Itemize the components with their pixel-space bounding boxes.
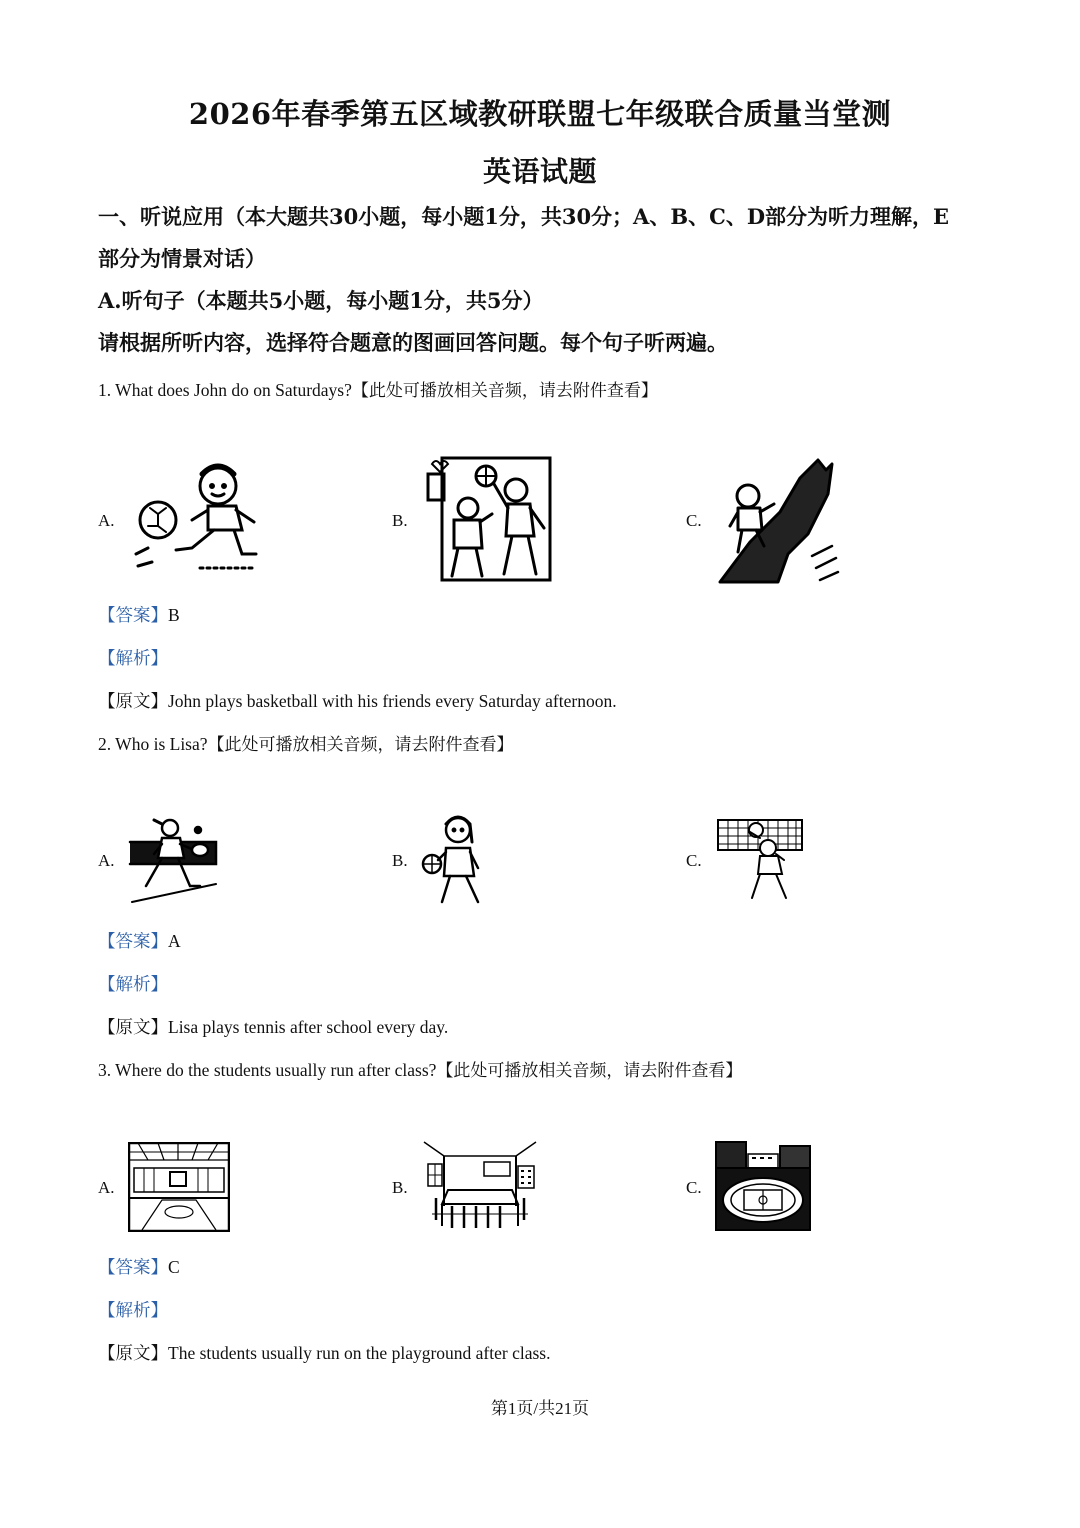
audio-note[interactable]: 【此处可播放相关音频，请去附件查看】	[351, 381, 658, 401]
analysis-3	[98, 1297, 168, 1322]
tennis-girl-image[interactable]	[128, 816, 220, 906]
answer-tag: 【答案】	[98, 931, 168, 951]
page-subtitle: 英语试题	[482, 155, 597, 188]
original-3	[98, 1340, 550, 1365]
answer-2	[98, 928, 181, 953]
meeting-room-image[interactable]	[422, 1140, 538, 1232]
original-1	[98, 688, 617, 713]
original-tag: 【原文】	[98, 1343, 168, 1363]
answer-tag: 【答案】	[98, 605, 168, 625]
answer-value: B	[168, 605, 180, 625]
question-2	[98, 730, 514, 755]
original-tag: 【原文】	[98, 691, 168, 711]
page-title: 2026年春季第五区域教研联盟七年级联合质量当堂测	[188, 97, 892, 131]
original-tag: 【原文】	[98, 1017, 168, 1037]
answer-value: C	[168, 1257, 180, 1277]
original-text: The students usually run on the playground after class.	[168, 1343, 551, 1363]
part-a-heading: A.听句子（本题共5小题，每小题1分，共5分）	[98, 288, 544, 313]
option-a-label: A.	[98, 1178, 115, 1197]
option-c-label: C.	[686, 511, 702, 530]
audio-note[interactable]: 【此处可播放相关音频，请去附件查看】	[436, 1061, 743, 1081]
original-text: John plays basketball with his friends every Saturday afternoon.	[168, 691, 617, 711]
original-text: Lisa plays tennis after school every day.	[168, 1017, 449, 1037]
question-3	[98, 1056, 742, 1081]
analysis-1	[98, 645, 168, 670]
analysis-tag: 【解析】	[98, 974, 168, 994]
playground-image[interactable]	[714, 1140, 812, 1232]
answer-value: A	[168, 931, 181, 951]
analysis-2	[98, 971, 168, 996]
question-1-text: 1. What does John do on Saturdays?	[98, 380, 352, 400]
question-2-text: 2. Who is Lisa?	[98, 734, 208, 754]
football-boy-image[interactable]	[130, 458, 265, 580]
basketball-girl-image[interactable]	[420, 814, 494, 906]
option-a-label: A.	[98, 511, 115, 530]
question-1	[98, 376, 658, 401]
basketball-boys-image[interactable]	[424, 454, 554, 586]
instruction: 请根据所听内容，选择符合题意的图画回答问题。每个句子听两遍。	[98, 330, 728, 355]
option-b-label: B.	[392, 1178, 408, 1197]
answer-1	[98, 602, 180, 627]
option-b-label: B.	[392, 511, 408, 530]
original-2	[98, 1014, 448, 1039]
option-c-label: C.	[686, 851, 702, 870]
volleyball-girl-image[interactable]	[716, 818, 804, 904]
page-number: 第1页/共21页	[490, 1399, 590, 1418]
analysis-tag: 【解析】	[98, 648, 168, 668]
analysis-tag: 【解析】	[98, 1300, 168, 1320]
answer-3	[98, 1254, 180, 1279]
question-3-text: 3. Where do the students usually run after class?	[98, 1060, 437, 1080]
option-a-label: A.	[98, 851, 115, 870]
section-heading-line2: 部分为情景对话）	[98, 246, 266, 271]
option-c-label: C.	[686, 1178, 702, 1197]
audio-note[interactable]: 【此处可播放相关音频，请去附件查看】	[207, 735, 514, 755]
answer-tag: 【答案】	[98, 1257, 168, 1277]
option-b-label: B.	[392, 851, 408, 870]
section-heading-line1: 一、听说应用（本大题共30小题，每小题1分，共30分；A、B、C、D部分为听力理解，E	[98, 204, 950, 229]
rock-climbing-image[interactable]	[716, 456, 842, 586]
gym-image[interactable]	[128, 1142, 230, 1232]
